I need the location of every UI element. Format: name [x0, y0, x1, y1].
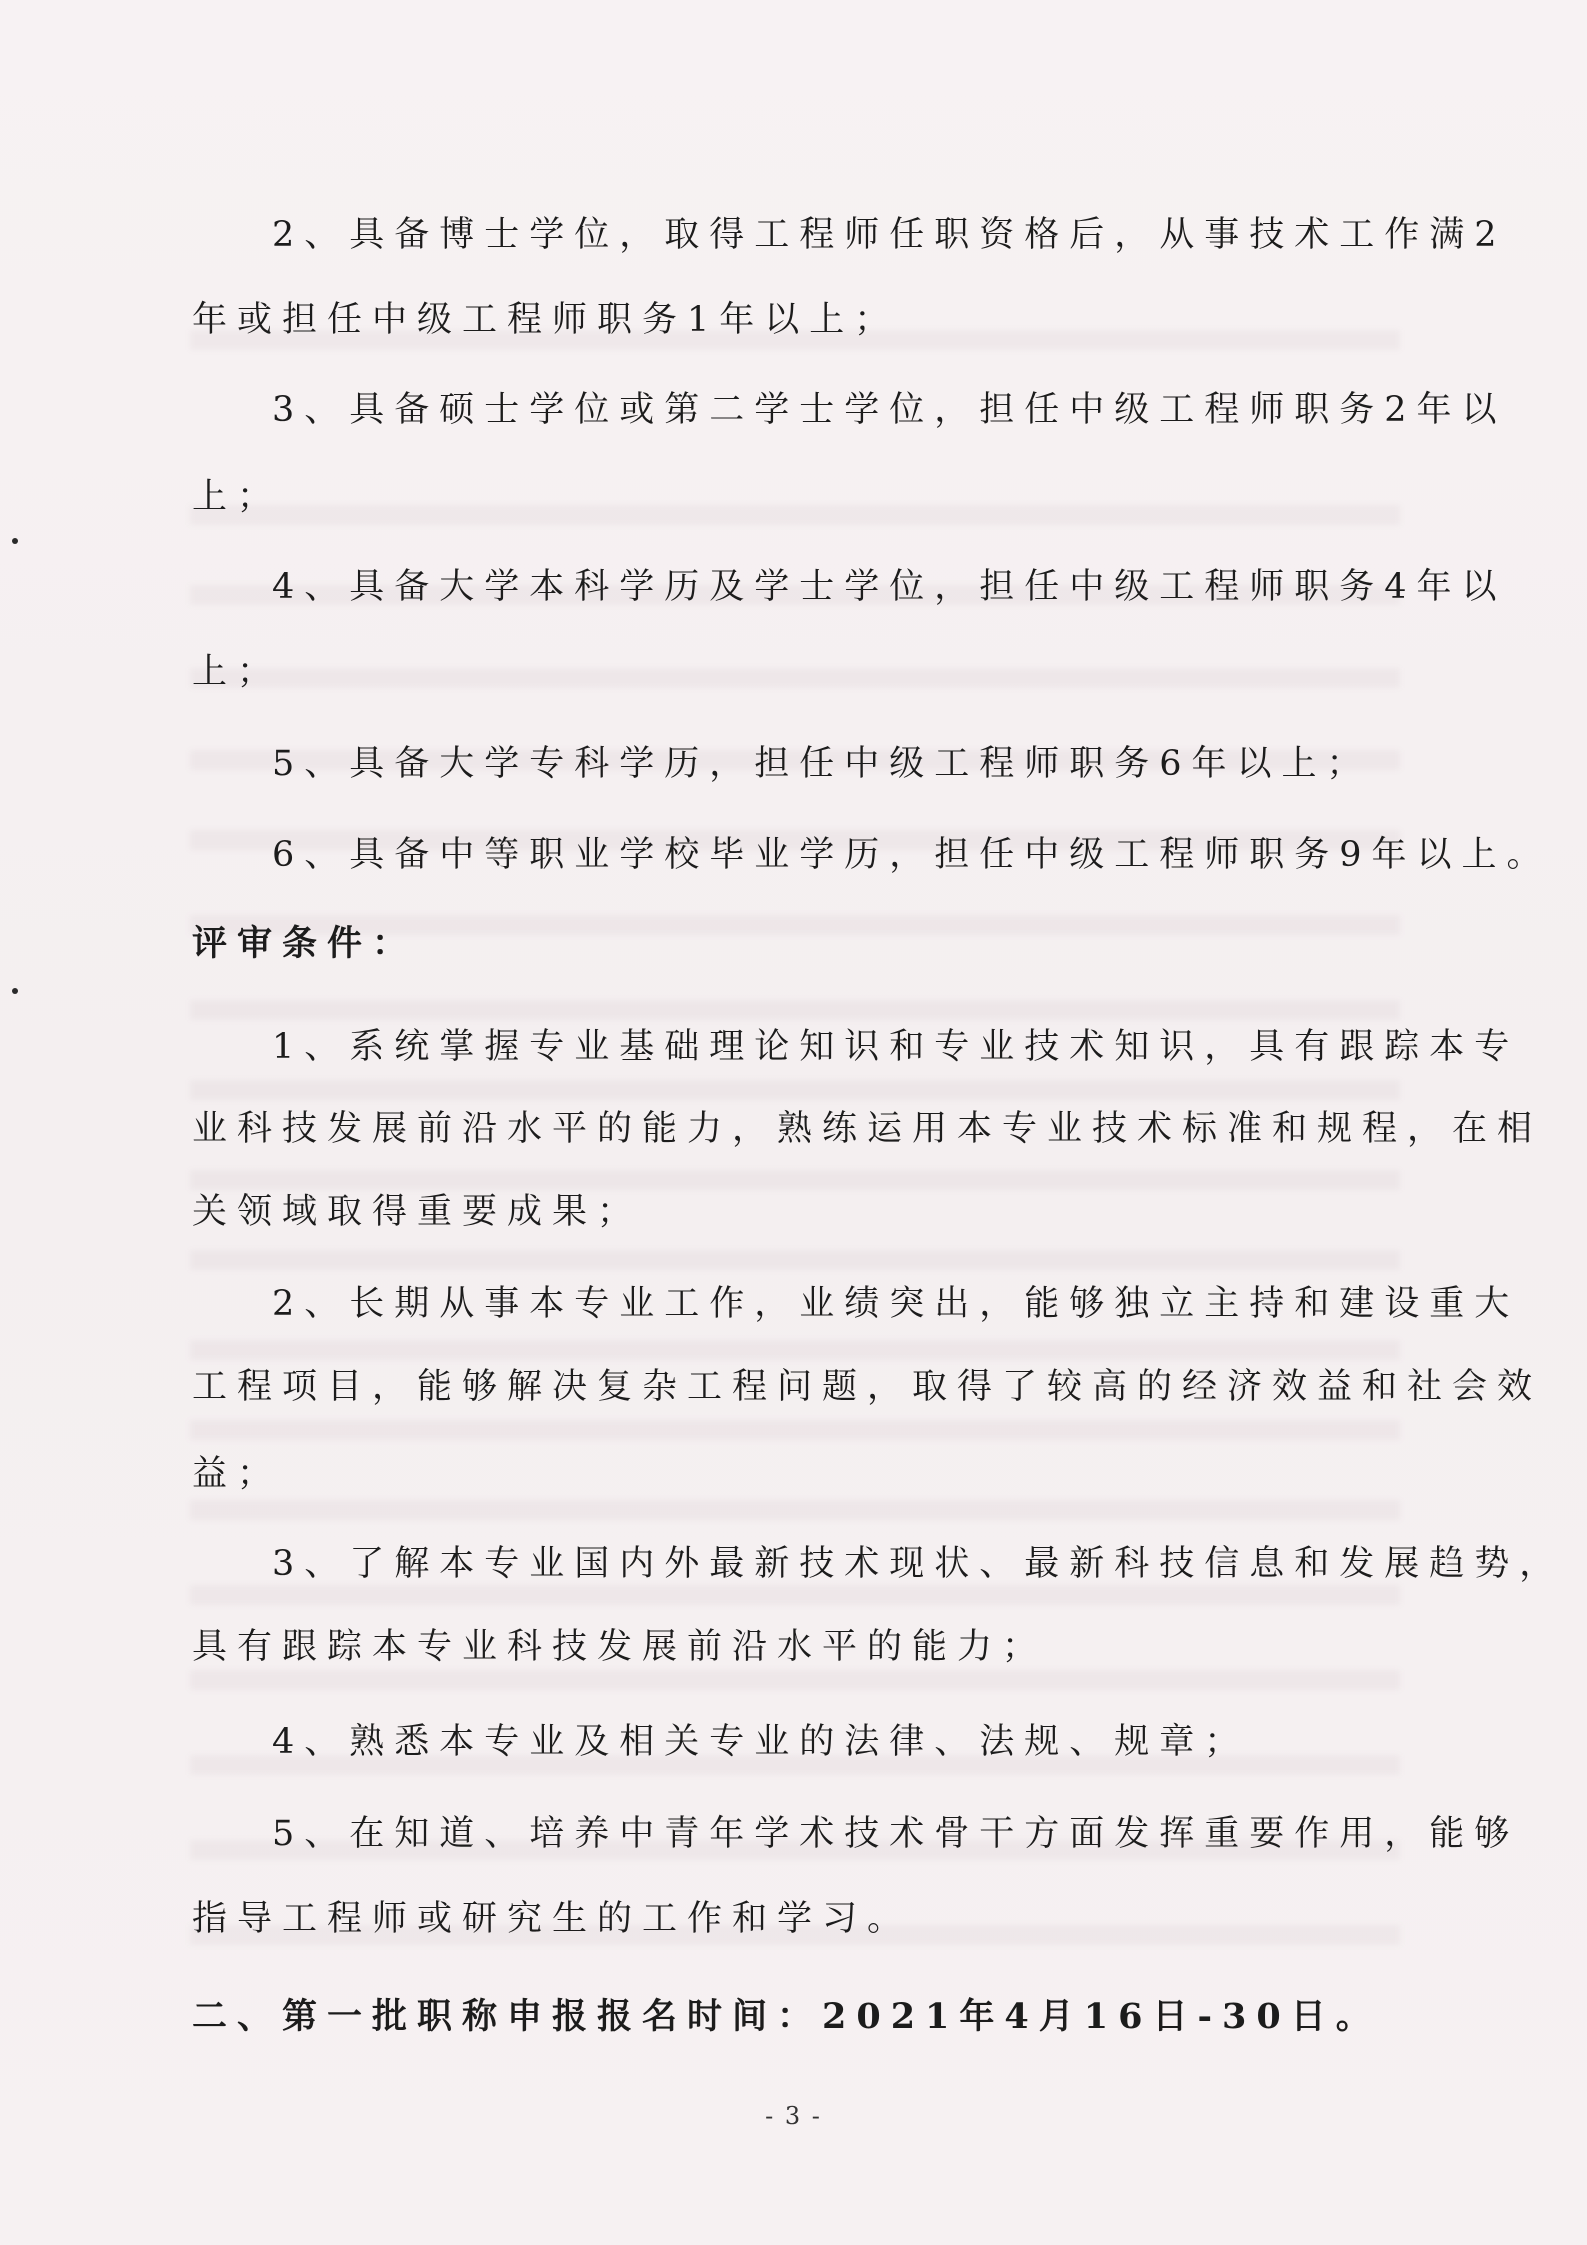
paragraph-line: 2、长期从事本专业工作，业绩突出，能够独立主持和建设重大	[272, 1284, 1520, 1324]
section-heading-review-conditions: 评审条件：	[192, 923, 418, 964]
paragraph-line: 4、熟悉本专业及相关专业的法律、法规、规章；	[272, 1722, 1250, 1762]
paragraph-line: 1、系统掌握专业基础理论知识和专业技术知识，具有跟踪本专	[272, 1027, 1520, 1067]
section-heading-registration-time: 二、第一批职称申报报名时间：2021年4月16日-30日。	[192, 1996, 1381, 2037]
bleed-through-shadow	[190, 1080, 1400, 1100]
bleed-through-shadow	[190, 1250, 1400, 1270]
paragraph-line: 业科技发展前沿水平的能力，熟练运用本专业技术标准和规程，在相	[192, 1109, 1543, 1149]
paragraph-line: 3、具备硕士学位或第二学士学位，担任中级工程师职务2年以	[272, 390, 1507, 430]
page-number: - 3 -	[765, 2102, 822, 2130]
paragraph-line: 具有跟踪本专业科技发展前沿水平的能力；	[192, 1627, 1048, 1667]
bleed-through-shadow	[190, 1000, 1400, 1020]
paragraph-line: 指导工程师或研究生的工作和学习。	[192, 1899, 913, 1939]
paragraph-line: 3、了解本专业国内外最新技术现状、最新科技信息和发展趋势，	[272, 1544, 1565, 1584]
paragraph-line: 5、具备大学专科学历，担任中级工程师职务6年以上；	[272, 744, 1372, 784]
paragraph-line: 上；	[192, 652, 283, 692]
bleed-through-shadow	[190, 1420, 1400, 1440]
paragraph-line: 4、具备大学本科学历及学士学位，担任中级工程师职务4年以	[272, 567, 1507, 607]
scan-speck	[12, 538, 18, 544]
paragraph-line: 5、在知道、培养中青年学术技术骨干方面发挥重要作用，能够	[272, 1814, 1520, 1854]
bleed-through-shadow	[190, 1170, 1400, 1190]
bleed-through-shadow	[190, 1585, 1400, 1605]
paragraph-line: 工程项目，能够解决复杂工程问题，取得了较高的经济效益和社会效	[192, 1367, 1543, 1407]
paragraph-line: 益；	[192, 1454, 283, 1494]
bleed-through-shadow	[190, 1500, 1400, 1520]
paragraph-line: 6、具备中等职业学校毕业学历，担任中级工程师职务9年以上。	[272, 835, 1552, 875]
bleed-through-shadow	[190, 668, 1400, 688]
paragraph-line: 关领域取得重要成果；	[192, 1192, 643, 1232]
bleed-through-shadow	[190, 1670, 1400, 1690]
bleed-through-shadow	[190, 505, 1400, 525]
scan-speck	[12, 988, 18, 994]
bleed-through-shadow	[190, 1340, 1400, 1360]
paragraph-line: 年或担任中级工程师职务1年以上；	[192, 300, 900, 340]
paragraph-line: 上；	[192, 477, 283, 517]
paragraph-line: 2、具备博士学位，取得工程师任职资格后，从事技术工作满2	[272, 215, 1507, 255]
